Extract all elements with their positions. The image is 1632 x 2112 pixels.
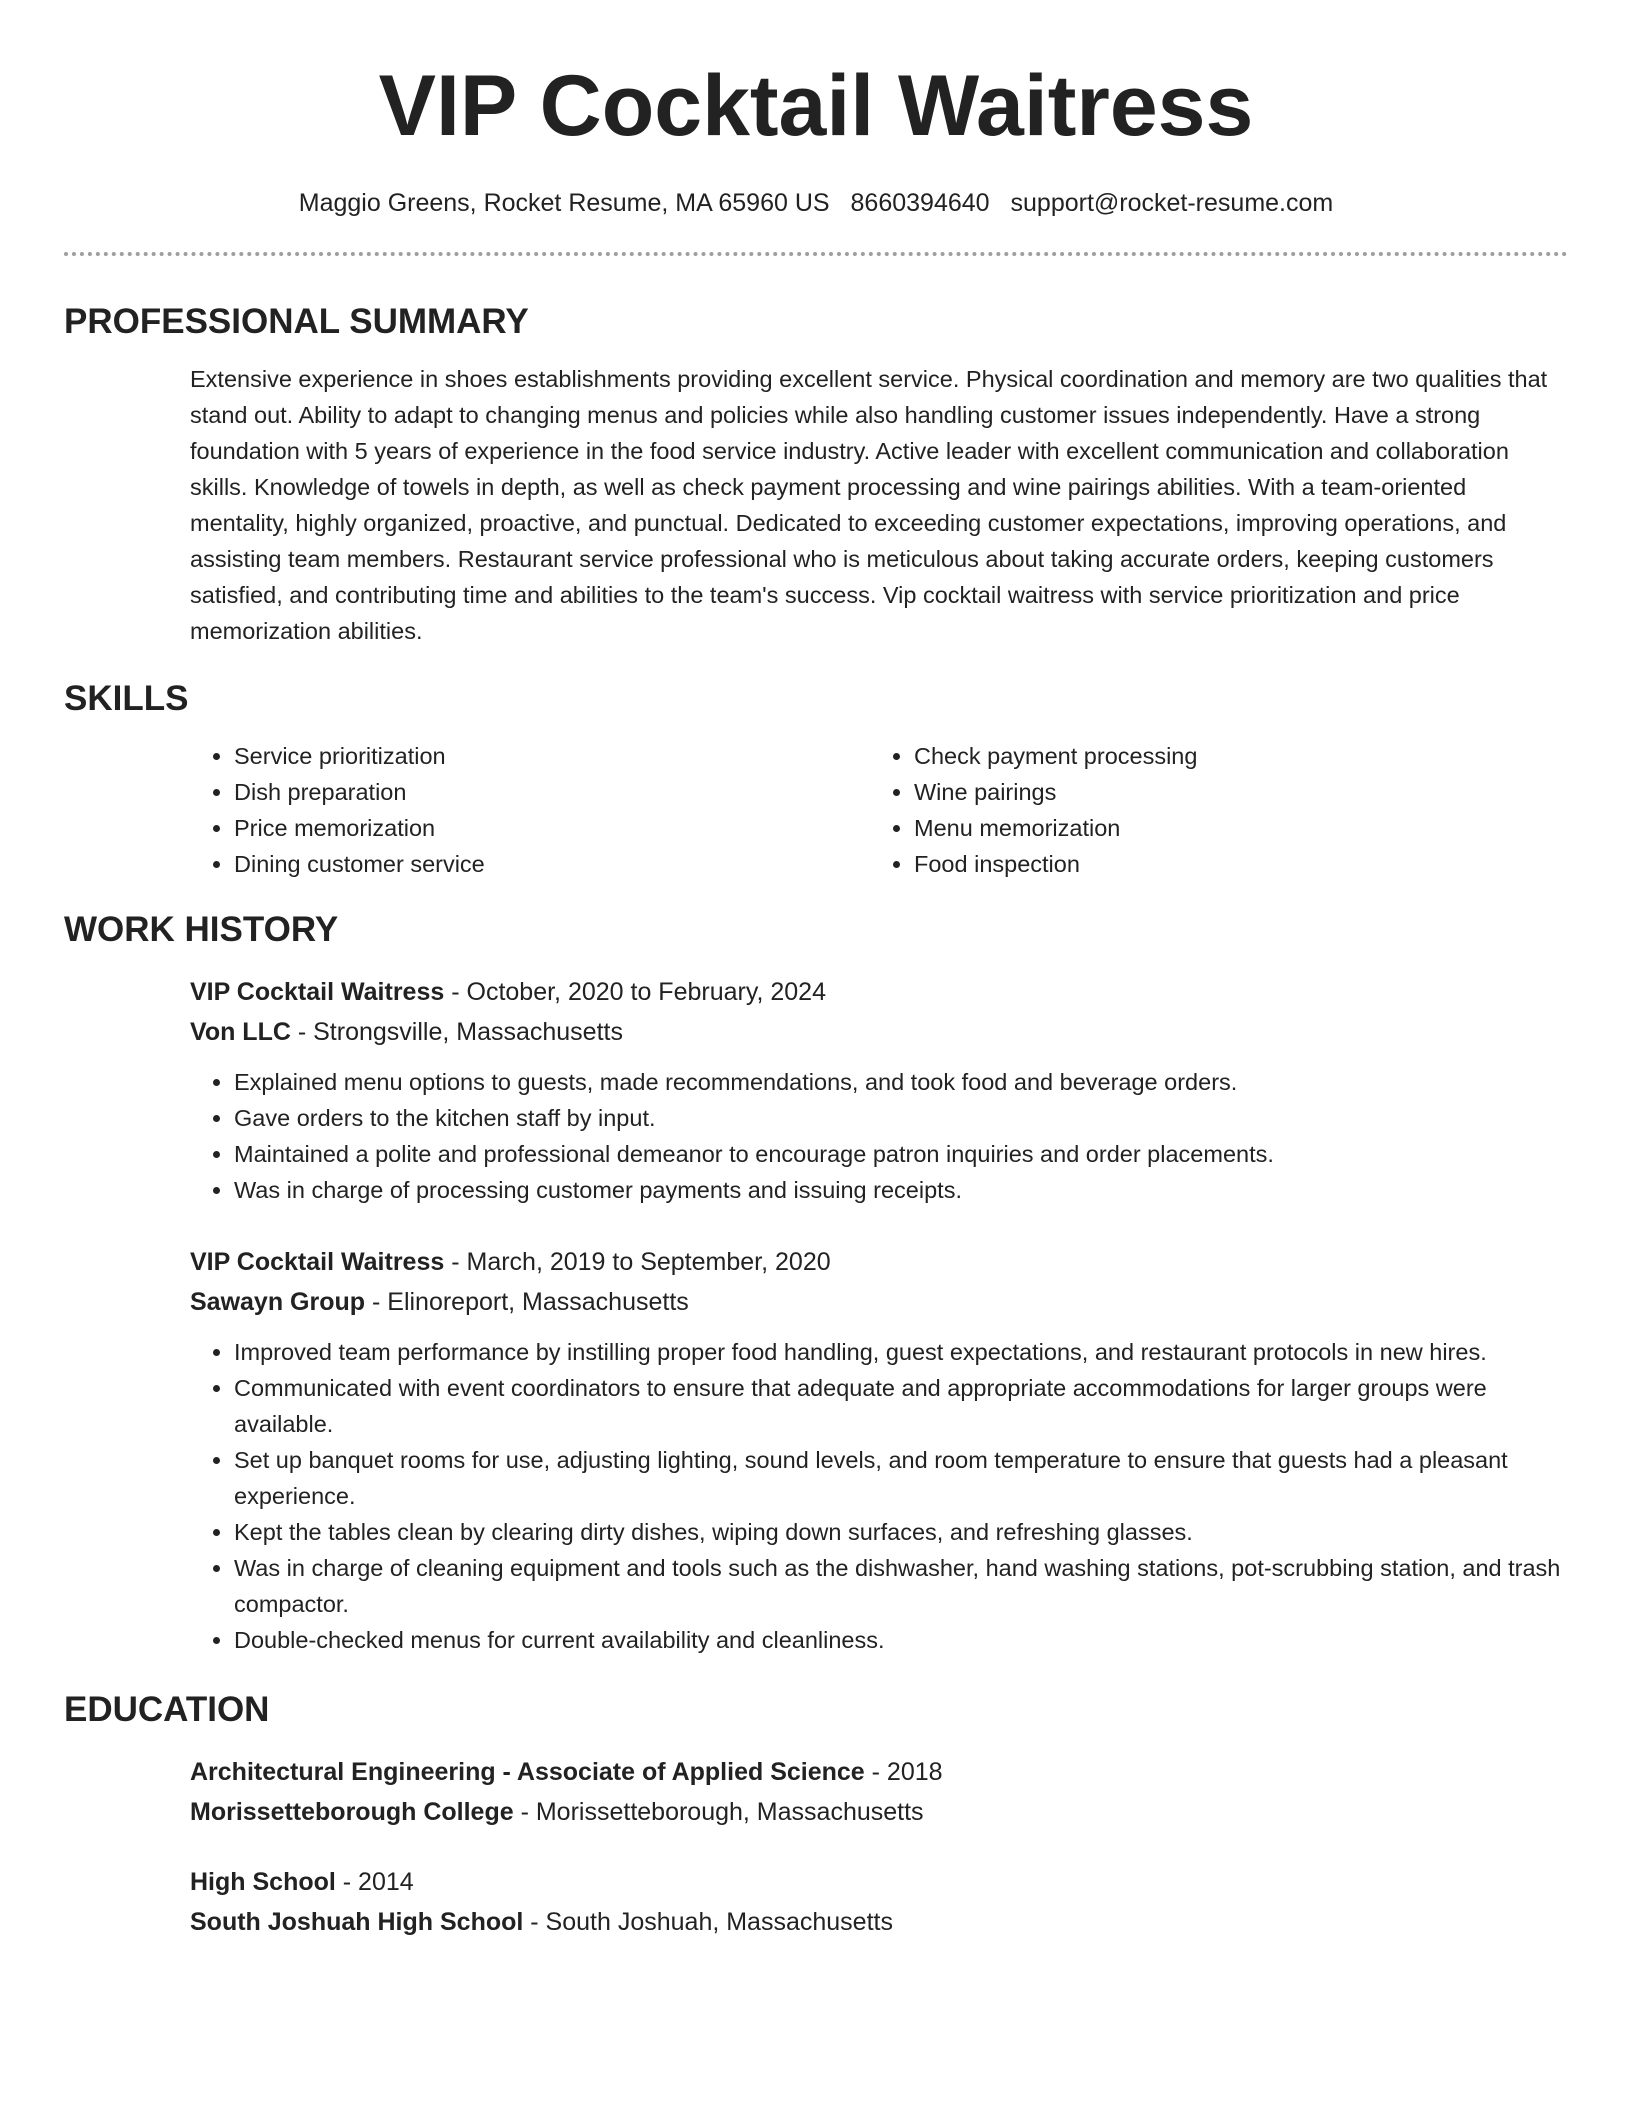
header-divider — [64, 252, 1568, 256]
education-school: South Joshuah High School — [190, 1908, 524, 1936]
job-bullets — [190, 1334, 1568, 1658]
job-entry — [190, 972, 1568, 1208]
education-location: - South Joshuah, Massachusetts — [523, 1908, 893, 1936]
candidate-name: VIP Cocktail Waitress — [378, 58, 1254, 154]
contact-address: Maggio Greens, Rocket Resume, MA 65960 US — [298, 189, 830, 217]
contact-email: support@rocket-resume.com — [1010, 189, 1334, 217]
job-bullet: • Kept the tables clean by clearing dirty dishes, wiping down surfaces, and refreshing glasses. — [234, 1514, 1568, 1550]
job-bullet: • Communicated with event coordinators to ensure that adequate and appropriate accommodations for larger groups were available. — [234, 1370, 1568, 1442]
job-dates: - October, 2020 to February, 2024 — [444, 978, 826, 1006]
education-heading — [190, 1752, 1568, 1792]
contact-phone: 8660394640 — [850, 189, 990, 217]
section-title-education: EDUCATION — [64, 1690, 270, 1729]
job-bullet: • Gave orders to the kitchen staff by input. — [234, 1100, 1568, 1136]
education-institution — [190, 1792, 1568, 1832]
summary-text: Extensive experience in shoes establishments providing excellent service. Physical coordination and memory are two qualities that stand out. Ability to adapt to changing menus and policies while also handling customer issues independently. Have a strong foundation with 5 years of experience in the food service industry. Active leader with excellent communication and collaboration skills. Knowledge of towels in depth, as well as check payment processing and wine pairings abilities. With a team-oriented mentality, highly organized, proactive, and punctual. Dedicated to exceeding customer expectations, improving operations, and assisting team members. Restaurant service professional who is meticulous about taking accurate orders, keeping customers satisfied, and contributing time and abilities to the team's success. Vip cocktail waitress with service prioritization and price memorization abilities. — [190, 366, 1548, 644]
skill-item: • Dish preparation — [234, 774, 870, 810]
section-title-skills: SKILLS — [64, 679, 189, 718]
job-role: VIP Cocktail Waitress — [190, 1248, 445, 1276]
job-bullet: • Was in charge of cleaning equipment and tools such as the dishwasher, hand washing stations, pot-scrubbing station, and trash compactor. — [234, 1550, 1568, 1622]
section-title-summary: PROFESSIONAL SUMMARY — [64, 302, 529, 341]
job-location: - Strongsville, Massachusetts — [290, 1018, 623, 1046]
education-degree: High School — [190, 1868, 336, 1896]
skill-item: • Food inspection — [914, 846, 1568, 882]
job-bullet: • Explained menu options to guests, made recommendations, and took food and beverage orders. — [234, 1064, 1568, 1100]
education-entry — [190, 1862, 1568, 1942]
education-location: - Morissetteborough, Massachusetts — [513, 1798, 924, 1826]
job-employer — [190, 1282, 1568, 1322]
education-school: Morissetteborough College — [190, 1798, 514, 1826]
education-degree: Architectural Engineering - Associate of Applied Science — [190, 1758, 865, 1786]
job-entry — [190, 1242, 1568, 1658]
job-bullet: • Set up banquet rooms for use, adjusting lighting, sound levels, and room temperature to ensure that guests had a pleasant experience. — [234, 1442, 1568, 1514]
skills-column-right — [870, 738, 1568, 882]
skill-item: • Price memorization — [234, 810, 870, 846]
job-company: Sawayn Group — [190, 1288, 366, 1316]
section-title-work: WORK HISTORY — [64, 910, 339, 949]
skill-item: • Check payment processing — [914, 738, 1568, 774]
contact-line — [64, 187, 1568, 219]
job-bullet: • Improved team performance by instilling proper food handling, guest expectations, and restaurant protocols in new hires. — [234, 1334, 1568, 1370]
skill-item: • Wine pairings — [914, 774, 1568, 810]
education-heading — [190, 1862, 1568, 1902]
job-bullet: • Was in charge of processing customer payments and issuing receipts. — [234, 1172, 1568, 1208]
job-heading — [190, 972, 1568, 1012]
education-year: - 2018 — [864, 1758, 943, 1786]
skills-list — [190, 738, 1568, 882]
job-bullet: • Maintained a polite and professional demeanor to encourage patron inquiries and order placements. — [234, 1136, 1568, 1172]
job-employer — [190, 1012, 1568, 1052]
job-dates: - March, 2019 to September, 2020 — [444, 1248, 831, 1276]
job-location: - Elinoreport, Massachusetts — [365, 1288, 689, 1316]
job-bullets — [190, 1064, 1568, 1208]
skill-item: • Dining customer service — [234, 846, 870, 882]
education-institution — [190, 1902, 1568, 1942]
job-bullet: • Double-checked menus for current availability and cleanliness. — [234, 1622, 1568, 1658]
skills-column-left — [190, 738, 870, 882]
education-year: - 2014 — [335, 1868, 414, 1896]
skill-item: • Service prioritization — [234, 738, 870, 774]
job-company: Von LLC — [190, 1018, 291, 1046]
job-role: VIP Cocktail Waitress — [190, 978, 445, 1006]
job-heading — [190, 1242, 1568, 1282]
skill-item: • Menu memorization — [914, 810, 1568, 846]
education-entry — [190, 1752, 1568, 1832]
